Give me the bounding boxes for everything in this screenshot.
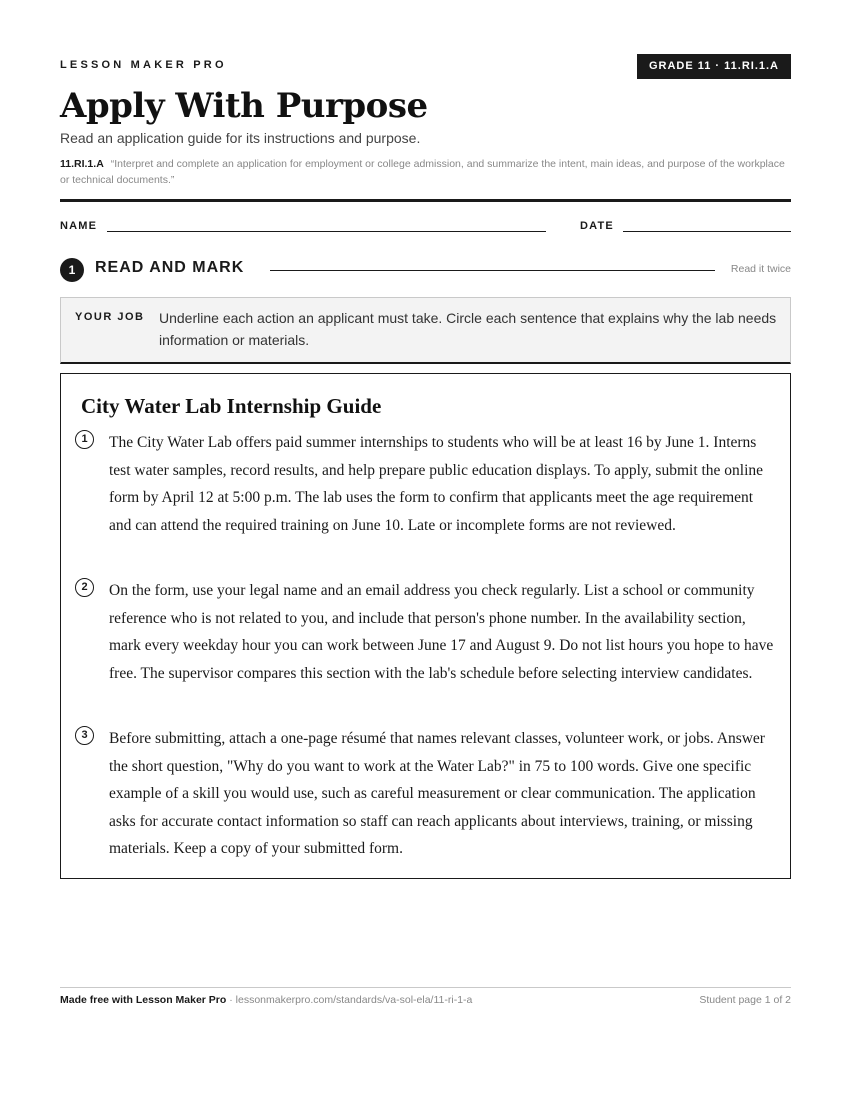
standard-description	[60, 156, 791, 188]
reading-passage-box	[60, 373, 791, 879]
paragraph-number: 2	[75, 578, 94, 597]
footer-url: · lessonmakerpro.com/standards/va-sol-ela/11-ri-1-a	[226, 994, 473, 1006]
date-label: DATE	[580, 220, 614, 232]
name-field-line[interactable]	[107, 231, 546, 232]
your-job-label: YOUR JOB	[75, 311, 145, 323]
page-subtitle: Read an application guide for its instructions and purpose.	[60, 130, 421, 146]
page-title: Apply With Purpose	[60, 86, 428, 126]
your-job-instructions: Underline each action an applicant must take. Circle each sentence that explains why the lab needs information or materials.	[159, 310, 777, 348]
passage-paragraph-2	[75, 577, 775, 687]
paragraph-text: Before submitting, attach a one-page résumé that names relevant classes, volunteer work, or jobs. Answer the short question, "Why do you want to work at the Water Lab?" in 75 to 100 words. Give one specific example of a skill you would use, such as careful measurement or clear communication. The application asks for accurate contact information so staff can reach applicants about interviews, training, or missing materials. Keep a copy of your submitted form.	[109, 730, 765, 858]
standard-text: “Interpret and complete an application for employment or college admission, and summarize the intent, main ideas, and purpose of the workplace or technical documents.”	[60, 158, 785, 186]
passage-paragraph-1	[75, 429, 775, 539]
passage-paragraph-3	[75, 725, 775, 863]
grade-badge: GRADE 11 · 11.RI.1.A	[637, 54, 791, 79]
worksheet-page	[60, 0, 791, 1100]
date-field-line[interactable]	[623, 231, 791, 232]
paragraph-number: 3	[75, 726, 94, 745]
section-title: READ AND MARK	[95, 259, 245, 276]
section-note: Read it twice	[730, 263, 791, 275]
section-number-badge: 1	[60, 258, 84, 282]
passage-title: City Water Lab Internship Guide	[81, 394, 382, 418]
paragraph-text: On the form, use your legal name and an email address you check regularly. List a school or community reference who is not related to you, and include that person's phone number. In the availability section, mark every weekday hour you can work between June 17 and August 9. Do not list hours you hope to have free. The supervisor compares this section with the lab's schedule before selecting interview candidates.	[109, 582, 774, 682]
name-label: NAME	[60, 220, 98, 232]
standard-code: 11.RI.1.A	[60, 158, 104, 170]
section-divider	[270, 270, 715, 271]
paragraph-number: 1	[75, 430, 94, 449]
brand-name: LESSON MAKER PRO	[60, 59, 227, 71]
header-divider	[60, 199, 791, 202]
footer-divider	[60, 987, 791, 988]
footer-page-number: Student page 1 of 2	[699, 994, 791, 1006]
footer-made-with: Made free with Lesson Maker Pro	[60, 994, 227, 1006]
paragraph-text: The City Water Lab offers paid summer internships to students who will be at least 16 by June 1. Interns test water samples, record results, and help prepare public education displays. To apply, submit the online form by April 12 at 5:00 p.m. The lab uses the form to confirm that applicants meet the age requirement and can attend the required training on June 10. Late or incomplete forms are not reviewed.	[109, 434, 764, 534]
your-job-box	[60, 297, 791, 364]
footer-credit	[60, 994, 472, 1006]
